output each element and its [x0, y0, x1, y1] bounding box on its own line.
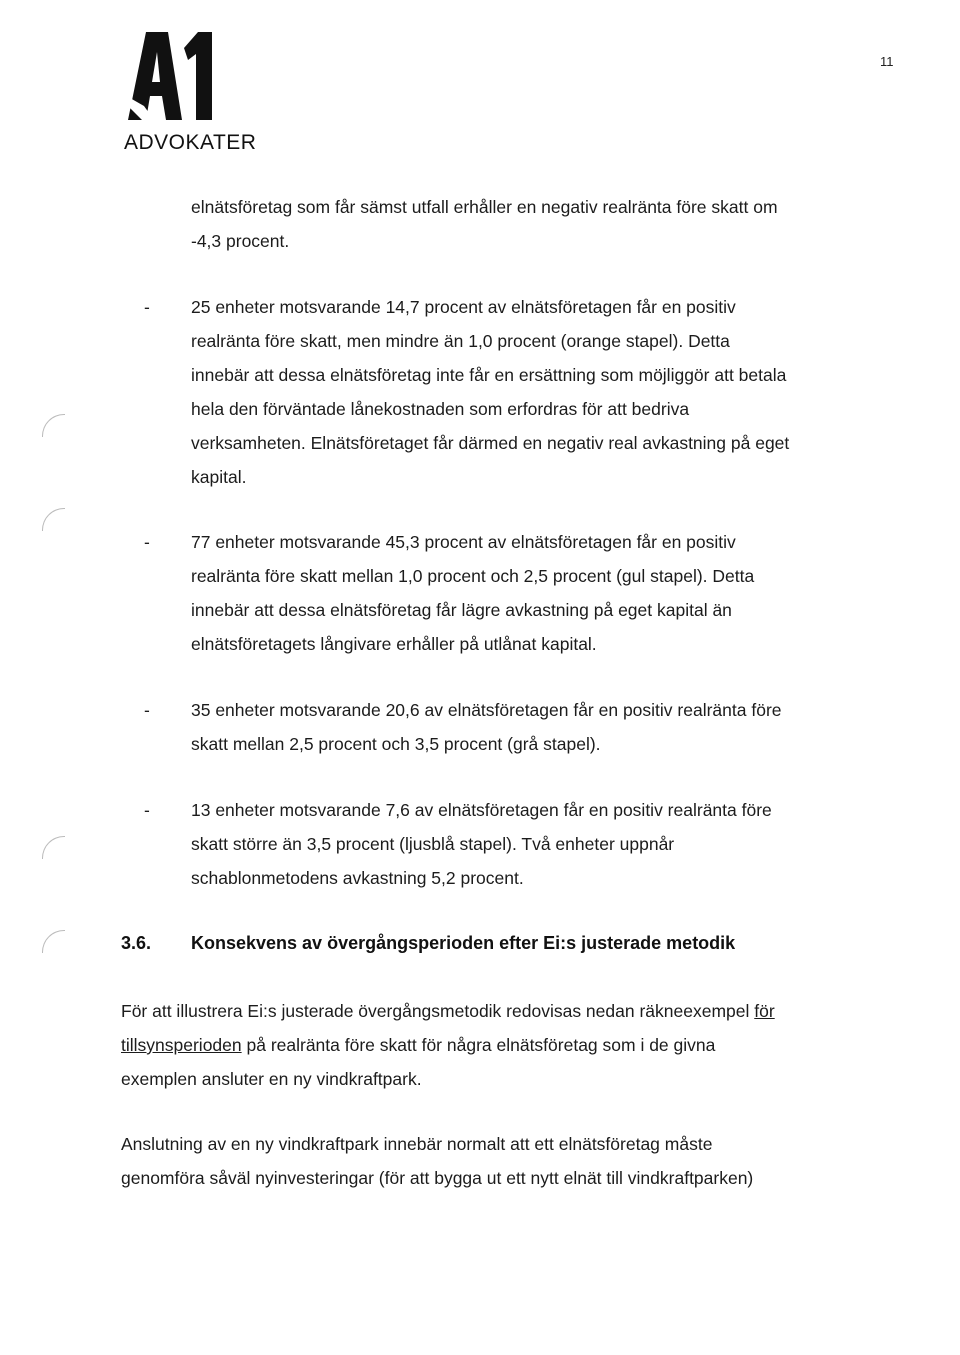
bullet-text: [191, 693, 866, 761]
text-line: [121, 1028, 861, 1062]
text-line: exemplen ansluter en ny vindkraftpark.: [121, 1069, 422, 1089]
text-line: [121, 994, 861, 1028]
text-line: Anslutning av en ny vindkraftpark innebär normalt att ett elnätsföretag måste: [121, 1134, 713, 1154]
text-line: hela den förväntade lånekostnaden som erfordras för att bedriva: [191, 399, 690, 419]
text-run: För att illustrera Ei:s justerade övergångsmetodik redovisas nedan räkneexempel: [121, 1001, 755, 1021]
text-line: kapital.: [191, 467, 247, 487]
text-line: schablonmetodens avkastning 5,2 procent.: [191, 868, 524, 888]
body-paragraph: [121, 1127, 881, 1195]
a1-logo-mark: [124, 28, 214, 122]
bullet-dash: -: [144, 700, 150, 720]
section-number: 3.6.: [121, 933, 152, 953]
text-line: 35 enheter motsvarande 20,6 av elnätsföretagen får en positiv realränta före: [191, 700, 782, 720]
text-line: elnätsföretagets långivare erhåller på utlånat kapital.: [191, 634, 597, 654]
underlined-text: för: [754, 1001, 775, 1021]
underlined-text: tillsynsperioden: [121, 1035, 242, 1055]
body-paragraph: [121, 994, 861, 1096]
text-line: -4,3 procent.: [191, 231, 290, 251]
page-number: 11: [880, 54, 894, 69]
bullet-text: [191, 525, 866, 661]
intro-paragraph: [191, 190, 871, 258]
text-run: på realränta före skatt för några elnätsföretag som i de givna: [241, 1035, 716, 1055]
bullet-text: [191, 290, 866, 494]
scan-mark: [42, 414, 65, 437]
text-line: realränta före skatt, men mindre än 1,0 procent (orange stapel). Detta: [191, 331, 730, 351]
text-line: innebär att dessa elnätsföretag får lägre avkastning på eget kapital än: [191, 600, 732, 620]
text-line: skatt större än 3,5 procent (ljusblå stapel). Två enheter uppnår: [191, 834, 675, 854]
scan-mark: [42, 930, 65, 953]
text-line: elnätsföretag som får sämst utfall erhåller en negativ realränta före skatt om: [191, 197, 778, 217]
text-line: genomföra såväl nyinvesteringar (för att bygga ut ett nytt elnät till vindkraftparken): [121, 1168, 754, 1188]
scan-mark: [42, 508, 65, 531]
bullet-dash: -: [144, 532, 150, 552]
text-line: realränta före skatt mellan 1,0 procent och 2,5 procent (gul stapel). Detta: [191, 566, 755, 586]
text-line: 77 enheter motsvarande 45,3 procent av elnätsföretagen får en positiv: [191, 532, 736, 552]
section-title: Konsekvens av övergångsperioden efter Ei:s justerade metodik: [191, 933, 736, 953]
firm-logo: [124, 28, 257, 158]
bullet-dash: -: [144, 297, 150, 317]
text-line: 13 enheter motsvarande 7,6 av elnätsföretagen får en positiv realränta före: [191, 800, 772, 820]
text-line: skatt mellan 2,5 procent och 3,5 procent (grå stapel).: [191, 734, 601, 754]
text-line: innebär att dessa elnätsföretag inte får en ersättning som möjliggör att betala: [191, 365, 787, 385]
logo-wordmark: ADVOKATER: [124, 131, 257, 154]
text-line: verksamheten. Elnätsföretaget får därmed en negativ real avkastning på eget: [191, 433, 790, 453]
scan-mark: [42, 836, 65, 859]
text-line: 25 enheter motsvarande 14,7 procent av elnätsföretagen får en positiv: [191, 297, 736, 317]
bullet-text: [191, 793, 866, 895]
bullet-dash: -: [144, 800, 150, 820]
